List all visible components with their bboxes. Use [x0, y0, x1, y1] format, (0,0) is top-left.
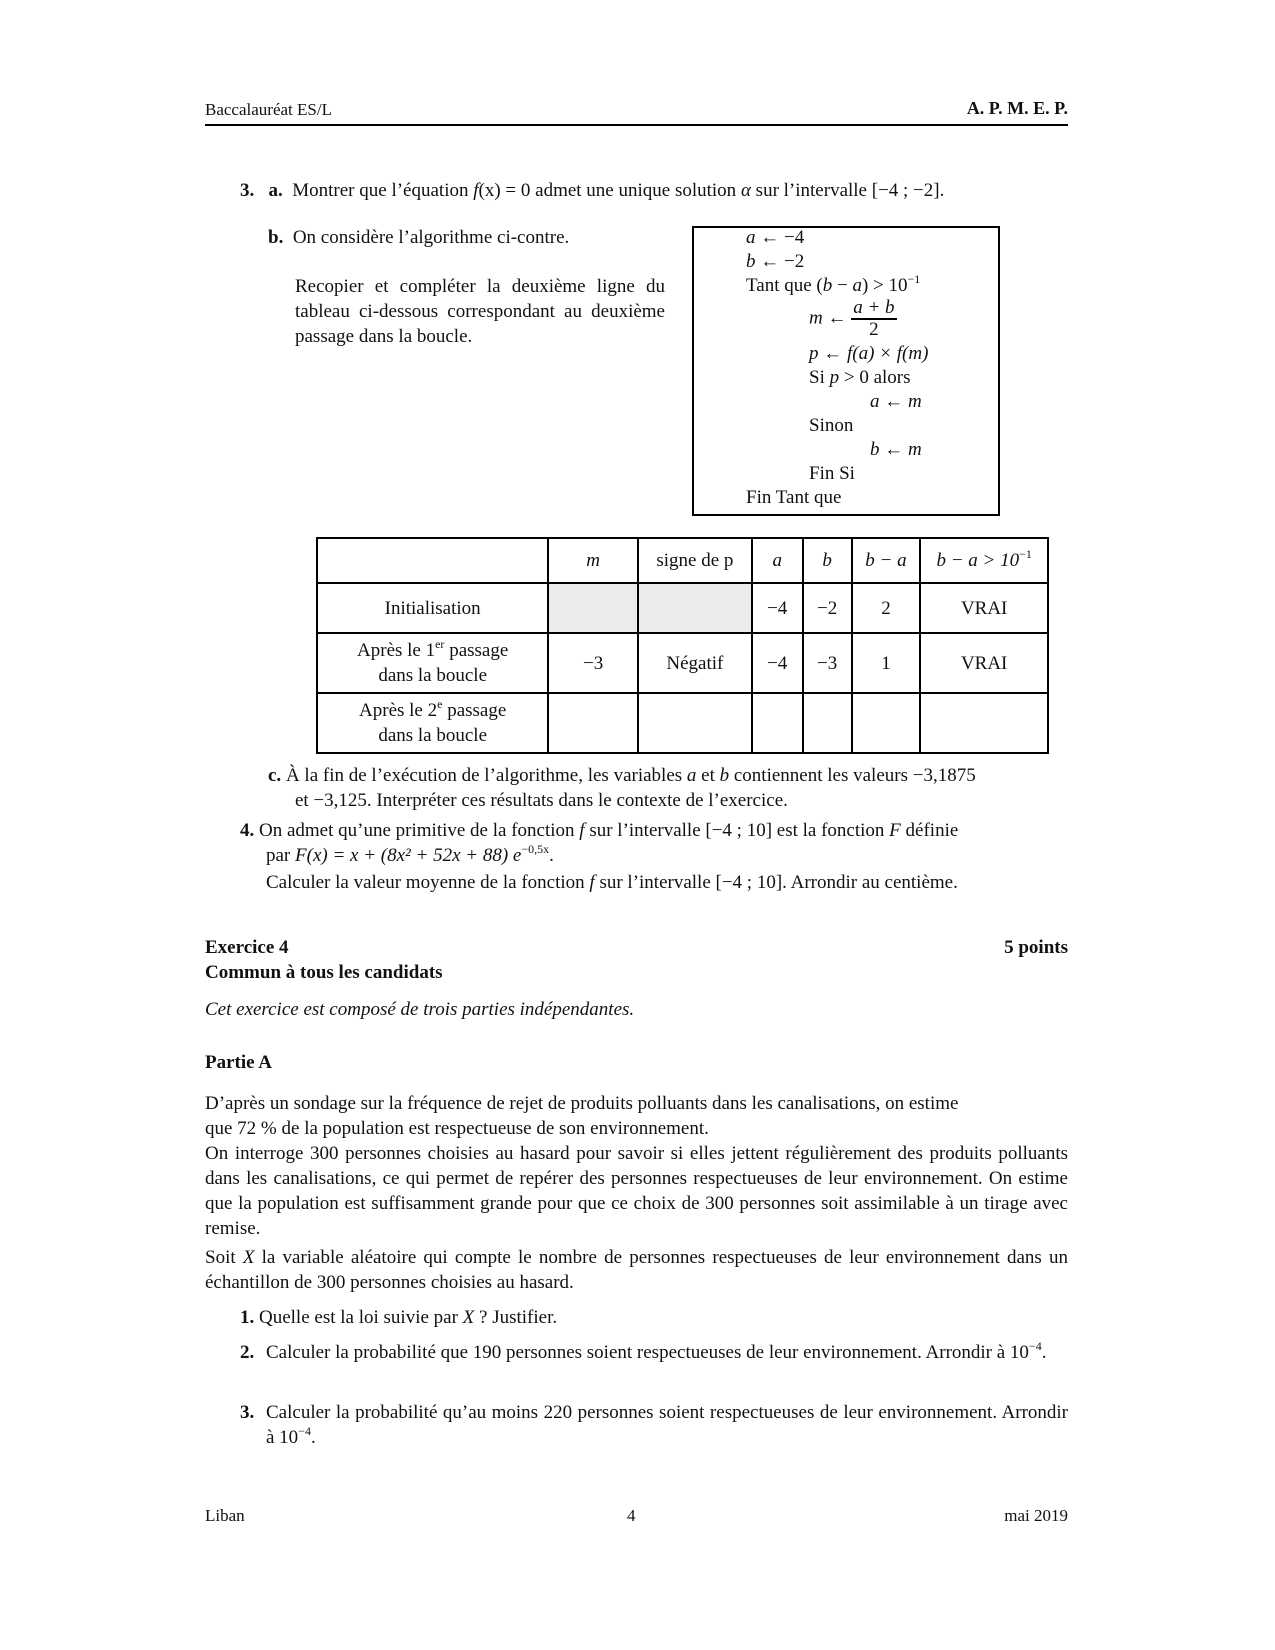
- q3a-alpha: α: [740, 180, 751, 201]
- q3b-label: b.: [268, 227, 284, 248]
- row-label: Après le 2e passage dans la boucle: [317, 693, 548, 753]
- table-cell: −4: [752, 583, 803, 633]
- table-cell: [803, 693, 852, 753]
- row-label: Après le 1er passage dans la boucle: [317, 633, 548, 693]
- table-cell: [548, 693, 638, 753]
- algorithm-box: [692, 226, 1000, 516]
- header-rule: [205, 124, 1068, 126]
- para3: Soit X la variable aléatoire qui compte le nombre de personnes respectueuses de leur environnement dans un échantillon de 300 personnes choisies au hasard.: [205, 1247, 1068, 1293]
- algo-line-10: Fin Si: [809, 463, 855, 484]
- table-cell: [920, 693, 1048, 753]
- q3a-f: f: [473, 180, 479, 201]
- algo-line-8: Sinon: [809, 415, 854, 436]
- table-cell: [752, 693, 803, 753]
- algo-line-3: Tant que $(b - a) > 10^{-1}$: [746, 271, 921, 296]
- algo-line-6: Si p > 0 alors: [809, 367, 911, 388]
- table-cell: −3: [803, 633, 852, 693]
- header-publisher: A. P. M. E. P.: [966, 98, 1068, 118]
- table-header-cell: $b - a > 10^{-1}$: [920, 538, 1048, 583]
- row-label: Initialisation: [317, 583, 548, 633]
- footer-location: Liban: [205, 1506, 245, 1525]
- para2: On interroge 300 personnes choisies au hasard pour savoir si elles jettent régulièrement des produits polluants dans les canalisations, ce qui permet de repérer des personnes respectueuses de leur environnement. On estime que la population est suffisamment grande pour que ce choix de 300 personnes soit assimilable à un tirage avec remise.: [205, 1143, 1068, 1239]
- q4-line-2: par F(x) = x + (8x² + 52x + 88) $e^{-0,5x}$.: [266, 841, 554, 866]
- question-2: 2. Calculer la probabilité que 190 personnes soient respectueuses de leur environnement. Arrondir à $10^{-4}$.: [240, 1338, 1047, 1363]
- q3b-intro: On considère l’algorithme ci-contre.: [292, 227, 570, 248]
- para1-line-1: D’après un sondage sur la fréquence de rejet de produits polluants dans les canalisations, on estime: [205, 1093, 959, 1114]
- table-row: [317, 693, 1048, 753]
- table-cell: 2: [852, 583, 921, 633]
- question-1: 1. Quelle est la loi suivie par X ? Justifier.: [240, 1307, 558, 1328]
- table-cell: −3: [548, 633, 638, 693]
- table-header-row: [317, 538, 1048, 583]
- q3a-line: [240, 178, 944, 203]
- table-cell: [638, 583, 752, 633]
- q3c-label: c.: [268, 765, 282, 786]
- q3b-label-line: [268, 225, 569, 250]
- q3b-paragraph: Recopier et compléter la deuxième ligne du tableau ci-dessous correspondant au deuxième passage dans la boucle.: [295, 276, 665, 347]
- table-cell: 1: [852, 633, 921, 693]
- table-row: [317, 633, 1048, 693]
- algo-line-11: Fin Tant que: [746, 487, 842, 508]
- exercise-points: 5 points: [1004, 937, 1068, 958]
- table-cell: [638, 693, 752, 753]
- para1-line-2: que 72 % de la population est respectueuse de son environnement.: [205, 1118, 709, 1139]
- algorithm-trace-table: [316, 537, 1049, 754]
- q3c-line-2: et −3,125. Interpréter ces résultats dans le contexte de l’exercice.: [295, 790, 788, 811]
- algo-line-4: m ← $\frac{a + b}{2}$: [809, 297, 895, 340]
- table-cell: VRAI: [920, 633, 1048, 693]
- algo-line-1: a ← −4: [746, 227, 805, 248]
- q3a-text-2: (x) = 0 admet une unique solution: [478, 180, 741, 201]
- q3a-text-3: sur l’intervalle [−4 ; −2].: [750, 180, 945, 201]
- table-cell: [548, 583, 638, 633]
- table-cell: [852, 693, 921, 753]
- table-header-cell: signe de p: [638, 538, 752, 583]
- table-cell: −4: [752, 633, 803, 693]
- partie-a-title: Partie A: [205, 1052, 273, 1073]
- table-cell: Négatif: [638, 633, 752, 693]
- question-3: 3. Calculer la probabilité qu’au moins 220 personnes soient respectueuses de leur environnement. Arrondir à $10^{-4}$.: [240, 1402, 1068, 1448]
- algo-line-2: b ← −2: [746, 251, 805, 272]
- table-header-cell: b: [803, 538, 852, 583]
- table-cell: −2: [803, 583, 852, 633]
- q4-line-1: 4. On admet qu’une primitive de la fonction f sur l’intervalle [−4 ; 10] est la fonction F définie: [240, 820, 959, 841]
- q4-number: 4.: [240, 820, 255, 841]
- q3-number: 3.: [240, 180, 255, 201]
- table-header-cell: [317, 538, 548, 583]
- exercise-title: Exercice 4: [205, 937, 289, 958]
- footer-page-number: 4: [627, 1506, 636, 1525]
- footer-date: mai 2019: [1004, 1506, 1068, 1525]
- exercise-subtitle: Commun à tous les candidats: [205, 962, 443, 983]
- q3a-text: Montrer que l’équation: [292, 180, 474, 201]
- q3c-line-1: c. À la fin de l’exécution de l’algorithme, les variables a et b contiennent les valeurs −3,1875: [268, 765, 976, 786]
- algo-line-9: b ← m: [870, 439, 922, 460]
- table-header-cell: a: [752, 538, 803, 583]
- q4-line-3: Calculer la valeur moyenne de la fonction f sur l’intervalle [−4 ; 10]. Arrondir au centième.: [266, 872, 958, 893]
- exercise-intro: Cet exercice est composé de trois parties indépendantes.: [205, 999, 635, 1020]
- table-row: [317, 583, 1048, 633]
- header-title: Baccalauréat ES/L: [205, 100, 332, 119]
- table-cell: VRAI: [920, 583, 1048, 633]
- q3a-label: a.: [268, 180, 283, 201]
- table-header-cell: b − a: [852, 538, 921, 583]
- table-header-cell: m: [548, 538, 638, 583]
- algo-line-5: p ← f(a) × f(m): [809, 343, 929, 364]
- algo-line-7: a ← m: [870, 391, 922, 412]
